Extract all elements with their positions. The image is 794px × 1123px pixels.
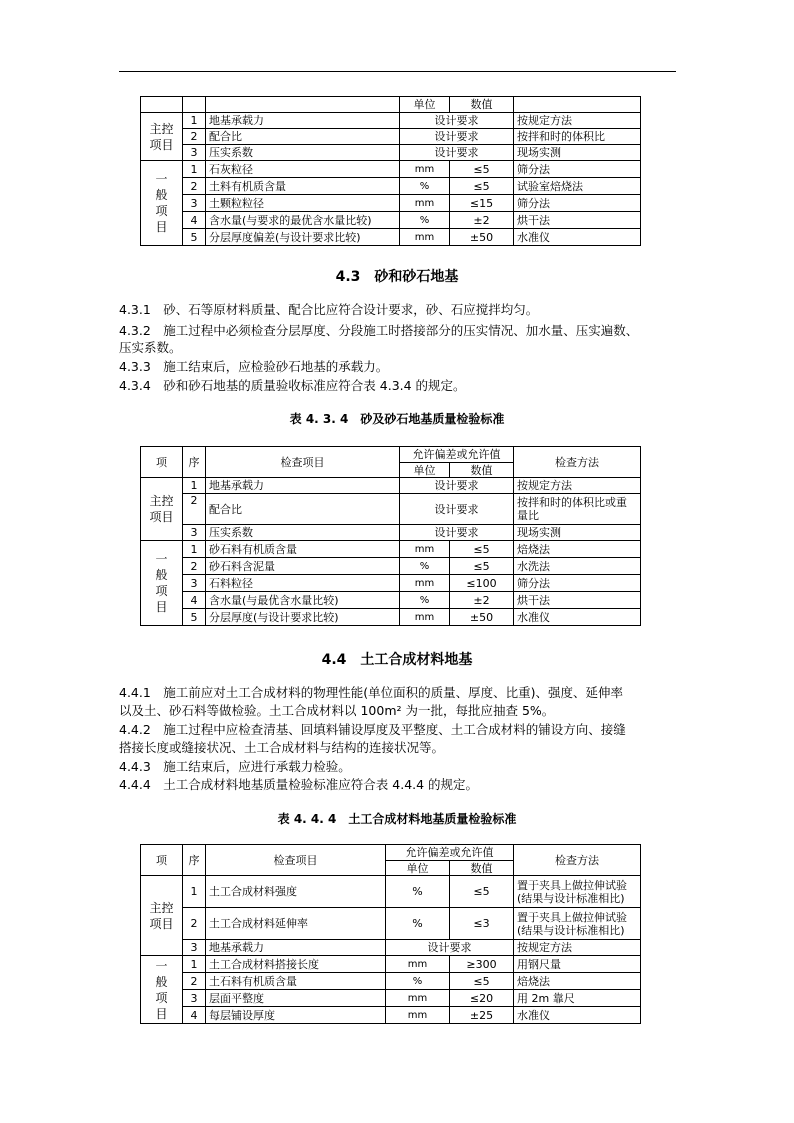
- paragraph-4-4-1-line2: 以及土、砂石料等做检验。土工合成材料以 100m² 为一批，每批应抽查 5%。: [119, 703, 555, 718]
- table-row: 一般项目 1 石灰粒径 mm ≤5 筛分法: [141, 161, 641, 178]
- table-header-row: [141, 845, 641, 861]
- header-check-item: 检查项目: [206, 447, 400, 478]
- header-value: 数值: [450, 861, 514, 876]
- table-row: 主控项目 1 土工合成材料强度 % ≤5 置于夹具上做拉伸试验 (结果与设计标准相比): [141, 876, 641, 908]
- table-caption-4-4-4: 表 4. 4. 4 土工合成材料地基质量检验标准: [277, 812, 517, 826]
- paragraph-4-3-1: 4.3.1 砂、石等原材料质量、配合比应符合设计要求，砂、石应搅拌均匀。: [119, 302, 539, 317]
- table-row: 3 层面平整度 mm ≤20 用 2m 靠尺: [141, 990, 641, 1007]
- paragraph-4-4-3: 4.4.3 施工结束后，应进行承载力检验。: [119, 759, 351, 774]
- header-value: 数值: [450, 97, 514, 113]
- table-row: 5 分层厚度偏差(与设计要求比较) mm ±50 水准仪: [141, 229, 641, 246]
- table-row: 一般项目 1 砂石料有机质含量 mm ≤5 焙烧法: [141, 541, 641, 558]
- header-no: 序: [183, 447, 206, 478]
- table-header-row: [141, 97, 641, 113]
- header-method: 检查方法: [514, 845, 641, 876]
- table-row: 3 压实系数 设计要求 现场实测: [141, 525, 641, 541]
- header-unit: 单位: [386, 861, 450, 876]
- table-row: 2 土石料有机质含量 % ≤5 焙烧法: [141, 973, 641, 990]
- header-method: 检查方法: [514, 447, 641, 478]
- table-row: 4 含水量(与最优含水量比较) % ±2 烘干法: [141, 592, 641, 609]
- header-tolerance: 允许偏差或允许值: [386, 845, 514, 861]
- group-main-label: 主控项目: [141, 113, 183, 161]
- paragraph-4-4-2-line1: 4.4.2 施工过程中应检查清基、回填料铺设厚度及平整度、土工合成材料的铺设方向、接缝: [119, 722, 626, 737]
- table-caption-4-3-4: 表 4. 3. 4 砂及砂石地基质量检验标准: [289, 412, 505, 426]
- table-row: 3 压实系数 设计要求 现场实测: [141, 145, 641, 161]
- table-row: 一般项目 1 土工合成材料搭接长度 mm ≥300 用钢尺量: [141, 956, 641, 973]
- header-no: 序: [183, 845, 206, 876]
- header-check-item: 检查项目: [206, 845, 386, 876]
- group-general-label: 一般项目: [141, 541, 183, 626]
- header-unit: 单位: [400, 463, 450, 478]
- table-row: 4 含水量(与要求的最优含水量比较) % ±2 烘干法: [141, 212, 641, 229]
- table-row: 主控项目 1 地基承载力 设计要求 按规定方法: [141, 113, 641, 129]
- paragraph-4-3-2-line2: 压实系数。: [119, 340, 182, 355]
- table-row: 2 配合比 设计要求 按拌和时的体积比或重量比: [141, 494, 641, 525]
- paragraph-4-4-4: 4.4.4 土工合成材料地基质量检验标准应符合表 4.4.4 的规定。: [119, 777, 479, 792]
- table-row: 3 石料粒径 mm ≤100 筛分法: [141, 575, 641, 592]
- table-row: 2 土料有机质含量 % ≤5 试验室焙烧法: [141, 178, 641, 195]
- paragraph-4-4-2-line2: 搭接长度或缝接状况、土工合成材料与结构的连接状况等。: [119, 740, 445, 755]
- header-tolerance: 允许偏差或允许值: [400, 447, 514, 463]
- group-main-label: 主控项目: [141, 876, 183, 956]
- table-4-2-continued: [140, 96, 641, 246]
- header-rule: [119, 71, 676, 72]
- paragraph-4-4-1-line1: 4.4.1 施工前应对土工合成材料的物理性能(单位面积的质量、厚度、比重)、强度、延伸率: [119, 685, 624, 700]
- table-row: 4 每层铺设厚度 mm ±25 水准仪: [141, 1007, 641, 1024]
- header-item: 项: [141, 845, 183, 876]
- paragraph-4-3-4: 4.3.4 砂和砂石地基的质量验收标准应符合表 4.3.4 的规定。: [119, 378, 466, 393]
- section-title-4-4: 4.4 土工合成材料地基: [321, 652, 473, 668]
- table-row: 2 砂石料含泥量 % ≤5 水洗法: [141, 558, 641, 575]
- paragraph-4-3-3: 4.3.3 施工结束后，应检验砂石地基的承载力。: [119, 359, 389, 374]
- table-row: 2 土工合成材料延伸率 % ≤3 置于夹具上做拉伸试验 (结果与设计标准相比): [141, 908, 641, 940]
- header-unit: 单位: [400, 97, 450, 113]
- table-row: 5 分层厚度(与设计要求比较) mm ±50 水准仪: [141, 609, 641, 626]
- table-row: 3 土颗粒粒径 mm ≤15 筛分法: [141, 195, 641, 212]
- table-4-3-4: [140, 446, 641, 626]
- table-4-4-4: [140, 844, 641, 1024]
- group-main-label: 主控项目: [141, 478, 183, 541]
- group-general-label: 一般项目: [141, 161, 183, 246]
- table-row: 2 配合比 设计要求 按拌和时的体积比: [141, 129, 641, 145]
- table-row: 主控项目 1 地基承载力 设计要求 按规定方法: [141, 478, 641, 494]
- header-item: 项: [141, 447, 183, 478]
- group-general-label: 一般项目: [141, 956, 183, 1024]
- header-value: 数值: [450, 463, 514, 478]
- table-row: 3 地基承载力 设计要求 按规定方法: [141, 940, 641, 956]
- section-title-4-3: 4.3 砂和砂石地基: [335, 269, 459, 285]
- table-header-row: [141, 447, 641, 463]
- paragraph-4-3-2-line1: 4.3.2 施工过程中必须检查分层厚度、分段施工时搭接部分的压实情况、加水量、压实遍数、: [119, 323, 639, 338]
